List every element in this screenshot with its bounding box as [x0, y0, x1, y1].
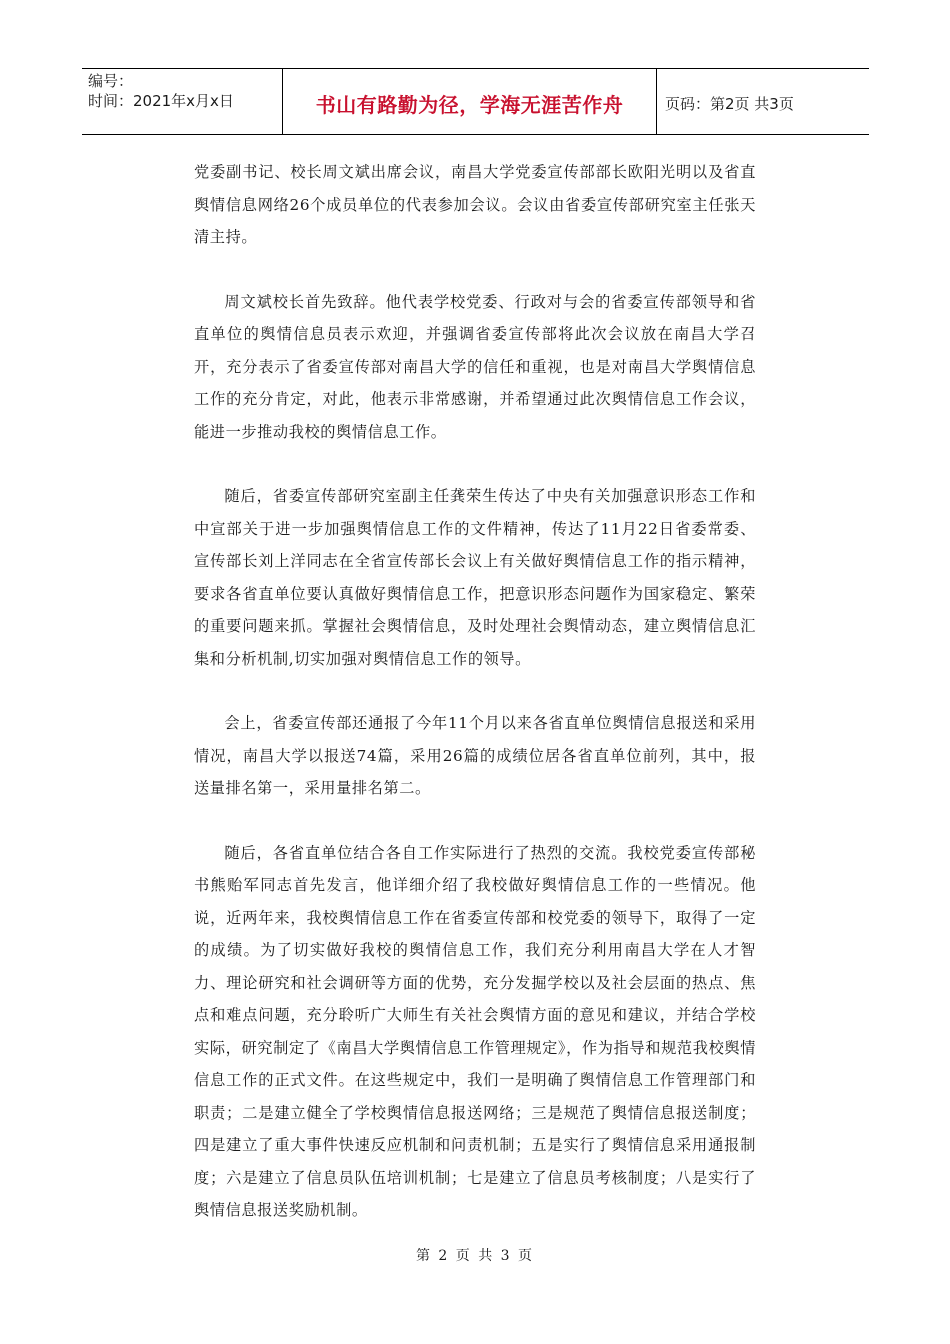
- document-body: [194, 156, 756, 1259]
- header-motto-cell: [283, 69, 657, 134]
- body-paragraph: 随后，各省直单位结合各自工作实际进行了热烈的交流。我校党委宣传部秘书熊贻军同志首先发言，他详细介绍了我校做好舆情信息工作的一些情况。他说，近两年来，我校舆情信息工作在省委宣传部和校党委的领导下，取得了一定的成绩。为了切实做好我校的舆情信息工作，我们充分利用南昌大学在人才智力、理论研究和社会调研等方面的优势，充分发掘学校以及社会层面的热点、焦点和难点问题，充分聆听广大师生有关社会舆情方面的意见和建议，并结合学校实际，研究制定了《南昌大学舆情信息工作管理规定》，作为指导和规范我校舆情信息工作的正式文件。在这些规定中，我们一是明确了舆情信息工作管理部门和职责；二是建立健全了学校舆情信息报送网络；三是规范了舆情信息报送制度；四是建立了重大事件快速反应机制和问责机制；五是实行了舆情信息采用通报制度；六是建立了信息员队伍培训机制；七是建立了信息员考核制度；八是实行了舆情信息报送奖励机制。: [194, 843, 756, 1219]
- header-page-cell: [657, 69, 869, 134]
- header-motto: 书山有路勤为径，学海无涯苦作舟: [315, 93, 624, 117]
- body-paragraph: 会上，省委宣传部还通报了今年11个月以来各省直单位舆情信息报送和采用情况，南昌大学以报送74篇，采用26篇的成绩位居各省直单位前列，其中，报送量排名第一，采用量排名第二。: [194, 714, 756, 797]
- header-page-number: 页码：第2页 共3页: [665, 95, 794, 113]
- header-meta-cell: [82, 69, 283, 134]
- body-paragraph: 周文斌校长首先致辞。他代表学校党委、行政对与会的省委宣传部领导和省直单位的舆情信息员表示欢迎，并强调省委宣传部将此次会议放在南昌大学召开，充分表示了省委宣传部对南昌大学的信任和重视，也是对南昌大学舆情信息工作的充分肯定，对此，他表示非常感谢，并希望通过此次舆情信息工作会议，能进一步推动我校的舆情信息工作。: [194, 292, 756, 441]
- document-number-label: 编号：: [88, 72, 134, 90]
- document-header: [82, 68, 869, 135]
- page-footer: 第 2 页 共 3 页: [415, 1248, 535, 1264]
- body-paragraph: 党委副书记、校长周文斌出席会议，南昌大学党委宣传部部长欧阳光明以及省直舆情信息网络26个成员单位的代表参加会议。会议由省委宣传部研究室主任张天清主持。: [194, 163, 756, 246]
- document-date-label: 时间：2021年x月x日: [88, 92, 234, 110]
- body-paragraph: 随后，省委宣传部研究室副主任龚荣生传达了中央有关加强意识形态工作和中宣部关于进一步加强舆情信息工作的文件精神，传达了11月22日省委常委、宣传部长刘上洋同志在全省宣传部长会议上有关做好舆情信息工作的指示精神，要求各省直单位要认真做好舆情信息工作，把意识形态问题作为国家稳定、繁荣的重要问题来抓。掌握社会舆情信息，及时处理社会舆情动态，建立舆情信息汇集和分析机制,切实加强对舆情信息工作的领导。: [194, 487, 756, 668]
